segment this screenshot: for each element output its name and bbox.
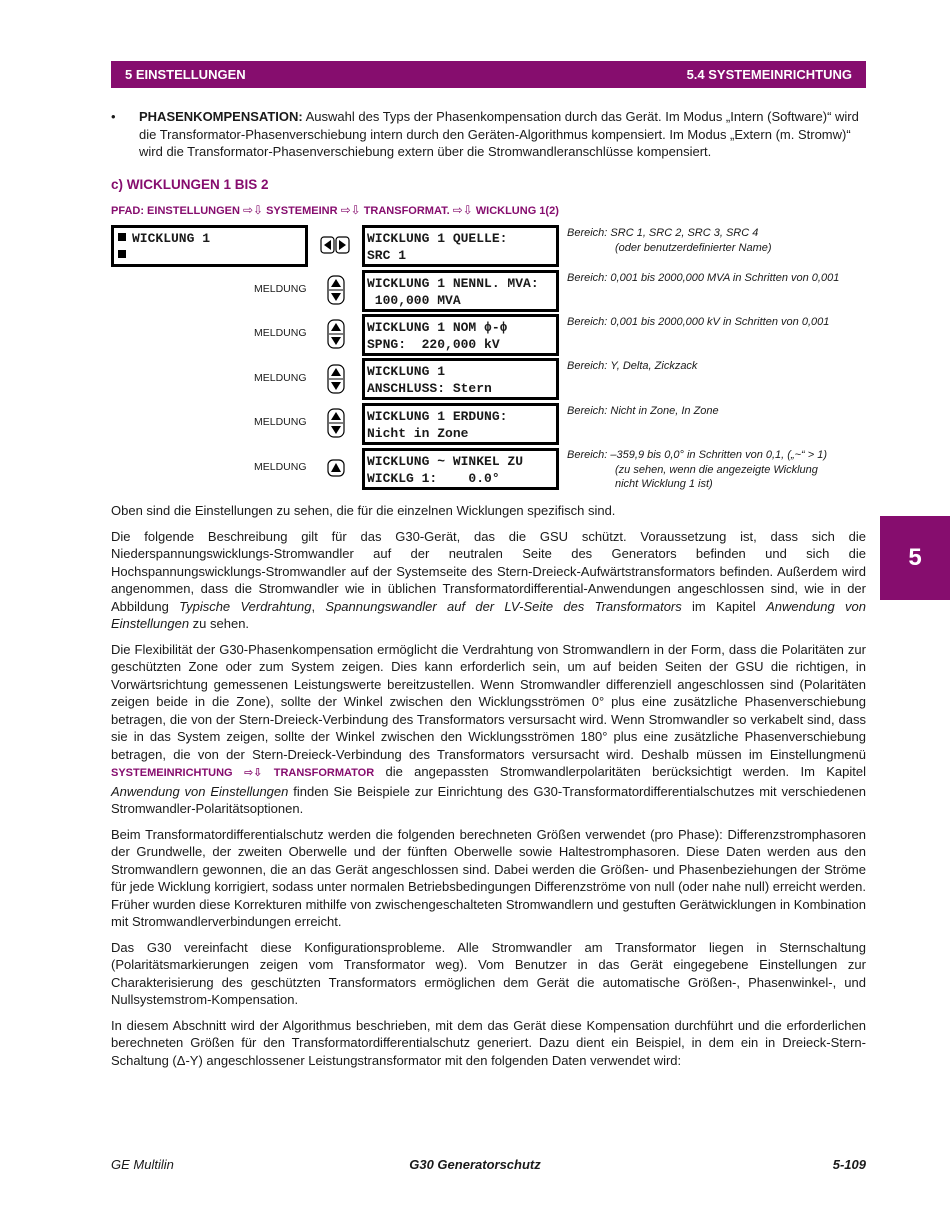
menu-reference: TRANSFORMATOR bbox=[273, 767, 375, 779]
bullet-term: PHASENKOMPENSATION: bbox=[139, 109, 303, 124]
setting-line1: WICKLUNG 1 NOM ϕ-ϕ bbox=[367, 320, 508, 335]
setting-range bbox=[567, 404, 867, 419]
text-run: Die Flexibilität der G30-Phasenkompensation ermöglicht die Verdrahtung von Stromwandlern in der Form, dass die Polaritäten zur geschützten Zone oder zum System zeigen. Dies kann erforderlich sein, um auf beiden Seiten der GSU die richtigen, in Vorwärtsrichtung gemessenen Leistungswerte bereitzustellen. Wenn Stromwandler differenziell angeschlossen sind (Polaritäten zeigen beide in die Zone), sollte der Winkel zwischen den Wicklungsströmen 0° plus eine zusätzliche Phasenverschiebung betragen, die von der Stern-Dreieck-Verbindung des Transformators versursacht wird. Wenn Stromwandler so verkabelt sind, dass sie in das System zeigen, sollte der Winkel zwischen den Wicklungsströmen 180° plus eine zusätzliche Phasenverschiebung betragen, die von der Stern-Dreieck-Verbindung des Transformators versursacht wird. Deshalb müssen im Einstellungmenü bbox=[111, 641, 866, 762]
setting-range bbox=[567, 315, 867, 330]
footer-page-number: 5-109 bbox=[832, 1157, 866, 1172]
paragraph: Beim Transformatordifferentialschutz werden die folgenden berechneten Größen verwendet (pro Phase): Differenzstromphasoren der Grundwelle, der zweiten Oberwelle und der fünften Oberwelle sowie Haltestromphasoren. Diese Daten werden aus den Stromwandlern gewonnen, die an das Gerät angeschlossen sind. Dabei werden die Größen- und Phasenbeziehungen der Ströme für jede Wicklung korrigiert, sodass unter normalen Betriebsbedingungen Differenzströme von null (oder nahe null) erreicht werden. Früher wurden diese Korrekturen mithilfe von zwischengeschalteten Stromwandlern und gestuften Gerätwicklungen in Kombination mit Stromwandlerverbindungen erreicht. bbox=[111, 826, 866, 929]
setting-display bbox=[362, 270, 559, 312]
path-part-4: WICKLUNG 1(2) bbox=[475, 205, 559, 217]
range-key: Bereich: bbox=[567, 405, 608, 417]
footer-title: G30 Generatorschutz bbox=[409, 1157, 541, 1172]
setting-range bbox=[567, 448, 867, 492]
range-value: Y, Delta, Zickzack bbox=[610, 360, 698, 372]
up-down-arrows-icon bbox=[327, 319, 345, 349]
bullet-description: Auswahl des Typs der Phasenkompensation durch das Gerät. Im Modus „Intern (Software)“ wird die Transformator-Phasenverschiebung intern durch den Geräten-Algorithmus kompensiert. Im Modus „Extern (m. Stromw)“ wird die Transformator-Phasenverschiebung extern über die Stromwandleranschlüsse kompensiert. bbox=[139, 109, 859, 159]
text-run: , bbox=[311, 598, 326, 614]
setting-display bbox=[362, 314, 559, 356]
range-value: Nicht in Zone, In Zone bbox=[610, 405, 719, 417]
range-value: SRC 1, SRC 2, SRC 3, SRC 4 bbox=[610, 227, 759, 239]
section-title: c) WICKLUNGEN 1 BIS 2 bbox=[111, 177, 269, 192]
path-part-2: SYSTEMEINR bbox=[266, 205, 338, 217]
text-run: finden Sie Beispiele zur Einrichtung des G30-Transformatordifferentialschutzes mit verschiedenen Stromwandler-Polaritätsoptionen. bbox=[111, 783, 866, 816]
setting-line2: WICKLG 1: 0.0° bbox=[367, 471, 500, 486]
range-key: Bereich: bbox=[567, 227, 608, 239]
setting-line1: WICKLUNG 1 ERDUNG: bbox=[367, 409, 508, 424]
message-label: MELDUNG bbox=[254, 461, 307, 473]
header-chapter: 5 EINSTELLUNGEN bbox=[125, 67, 246, 82]
up-down-arrows-icon bbox=[327, 364, 345, 394]
italic-ref: Typische Verdrahtung bbox=[179, 598, 312, 614]
setting-line2: 100,000 MVA bbox=[367, 293, 461, 308]
setting-display bbox=[362, 225, 559, 267]
setting-line1: WICKLUNG 1 QUELLE: bbox=[367, 231, 508, 246]
block-marker-icon bbox=[118, 250, 126, 258]
setting-display bbox=[362, 358, 559, 400]
setting-line1: WICKLUNG ~ WINKEL ZU bbox=[367, 454, 524, 469]
setting-range bbox=[567, 271, 867, 286]
setting-line2: Nicht in Zone bbox=[367, 426, 469, 441]
range-key: Bereich: bbox=[567, 360, 608, 372]
setting-line2: SPNG: 220,000 kV bbox=[367, 337, 500, 352]
menu-header-line1: WICKLUNG 1 bbox=[132, 231, 211, 246]
message-label: MELDUNG bbox=[254, 283, 307, 295]
range-key: Bereich: bbox=[567, 449, 608, 461]
up-down-arrows-icon bbox=[327, 275, 345, 305]
text-run: zu sehen. bbox=[189, 616, 250, 631]
paragraph: Oben sind die Einstellungen zu sehen, die für die einzelnen Wicklungen spezifisch sind. bbox=[111, 503, 616, 518]
page-header bbox=[111, 61, 866, 88]
menu-path bbox=[111, 203, 559, 217]
text-run: Die folgende Beschreibung gilt für das G30-Gerät, das die GSU schützt. Voraussetzung ist, dass sich die Niederspannungswicklungs-Stromwandler auf der neutralen Seite des Generators befinden und sich die Hochspannungswicklungs-Stromwandler auf der Systemseite des Stern-Dreieck-Aufwärtstransformators befinden. Außerdem wird angenommen, dass die Stromwandler wie in üblichen Transformatordifferential-Anwendungen angeschlossen sind, wie in der Abbildung bbox=[111, 528, 866, 614]
text-run: die angepassten Stromwandlerpolaritäten berücksichtigt werden. Im Kapitel bbox=[374, 764, 866, 779]
setting-line2: ANSCHLUSS: Stern bbox=[367, 381, 492, 396]
range-key: Bereich: bbox=[567, 316, 608, 328]
range-value: –359,9 bis 0,0° in Schritten von 0,1, („~“ > 1) bbox=[610, 449, 827, 461]
message-label: MELDUNG bbox=[254, 327, 307, 339]
setting-display bbox=[362, 403, 559, 445]
chapter-tab: 5 bbox=[880, 516, 950, 600]
range-extra: nicht Wicklung 1 ist) bbox=[615, 478, 713, 490]
range-value: 0,001 bis 2000,000 MVA in Schritten von 0,001 bbox=[610, 272, 840, 284]
setting-line1: WICKLUNG 1 bbox=[367, 364, 446, 379]
bullet-phasenkompensation bbox=[111, 108, 866, 161]
range-key: Bereich: bbox=[567, 272, 608, 284]
paragraph: In diesem Abschnitt wird der Algorithmus beschrieben, mit dem das Gerät diese Kompensation durchführt und die erforderlichen berechneten Größen für den Transformatordifferentialschutz generiert. Dazu dient ein Beispiel, in dem ein in Dreieck-Stern-Schaltung (Δ-Y) angeschlossener Leistungstransformator mit den folgenden Daten verwendet wird: bbox=[111, 1017, 866, 1068]
body-text bbox=[111, 502, 866, 1077]
italic-ref: Spannungswandler auf der LV-Seite des Transformators bbox=[325, 598, 682, 614]
path-part-1: PFAD: EINSTELLUNGEN bbox=[111, 205, 240, 217]
bullet-dot: • bbox=[111, 109, 116, 124]
path-arrow-icon: ⇨⇩ bbox=[242, 203, 264, 217]
paragraph bbox=[111, 641, 866, 818]
up-down-arrows-icon bbox=[327, 408, 345, 438]
setting-range bbox=[567, 359, 867, 374]
italic-ref: Anwendung von Einstellungen bbox=[111, 598, 866, 631]
menu-arrow-icon: ⇨⇩ bbox=[243, 767, 263, 779]
path-arrow-icon: ⇨⇩ bbox=[340, 203, 361, 217]
footer-company: GE Multilin bbox=[111, 1157, 174, 1172]
bullet-text bbox=[139, 108, 866, 161]
range-extra: (oder benutzerdefinierter Name) bbox=[615, 241, 772, 254]
path-part-3: TRANSFORMAT. bbox=[363, 205, 450, 217]
setting-range bbox=[567, 226, 867, 255]
header-section: 5.4 SYSTEMEINRICHTUNG bbox=[686, 67, 852, 82]
range-extra: (zu sehen, wenn die angezeigte Wicklung bbox=[615, 463, 818, 476]
italic-ref: Anwendung von Einstellungen bbox=[111, 783, 289, 799]
menu-header-display bbox=[111, 225, 308, 267]
text-run: im Kapitel bbox=[681, 598, 767, 614]
setting-display bbox=[362, 448, 559, 490]
path-arrow-icon: ⇨⇩ bbox=[452, 203, 473, 217]
range-value: 0,001 bis 2000,000 kV in Schritten von 0,001 bbox=[610, 316, 830, 328]
paragraph: Das G30 vereinfacht diese Konfigurationsprobleme. Alle Stromwandler am Transformator liegen in Sternschaltung (Polaritätsmarkierungen zeigen vom Transformator weg). Vom Benutzer in das Gerät eingegebene Einstellungen zur Charakterisierung des geschützten Transformators ermöglichen dem Gerät die automatische Größen-, Phasenwinkel-, und Nullsystemstrom-Kompensation. bbox=[111, 939, 866, 1007]
block-marker-icon bbox=[118, 233, 126, 241]
setting-line1: WICKLUNG 1 NENNL. MVA: bbox=[367, 276, 539, 291]
menu-reference: SYSTEMEINRICHTUNG bbox=[111, 767, 233, 779]
message-label: MELDUNG bbox=[254, 416, 307, 428]
left-right-arrows-icon bbox=[320, 236, 350, 254]
up-arrow-icon bbox=[327, 459, 345, 477]
message-label: MELDUNG bbox=[254, 372, 307, 384]
setting-line2: SRC 1 bbox=[367, 248, 407, 263]
paragraph bbox=[111, 528, 866, 633]
